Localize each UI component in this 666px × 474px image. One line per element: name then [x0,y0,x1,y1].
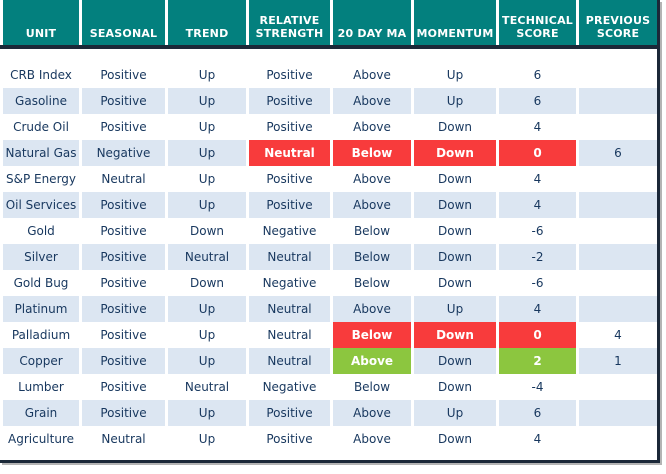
cell-seasonal: Neutral [82,166,165,192]
cell-momentum: Down [414,244,496,270]
cell-technical: 4 [499,296,576,322]
cell-seasonal: Positive [82,244,165,270]
cell-technical: -6 [499,270,576,296]
column-header-previous: PREVIOUS SCORE [579,0,657,45]
cell-trend: Up [168,296,246,322]
table-row [0,322,657,348]
cell-unit: Palladium [3,322,79,348]
cell-ma: Below [333,374,411,400]
cell-unit: Crude Oil [3,114,79,140]
table-row [0,140,657,166]
cell-previous: 4 [579,322,657,348]
cell-technical: 6 [499,88,576,114]
cell-previous [579,192,657,218]
cell-previous [579,400,657,426]
cell-momentum: Down [414,270,496,296]
cell-ma: Above [333,62,411,88]
cell-previous: 6 [579,140,657,166]
cell-momentum: Down [414,166,496,192]
cell-ma: Above [333,114,411,140]
cell-seasonal: Positive [82,218,165,244]
cell-previous [579,114,657,140]
cell-unit: S&P Energy [3,166,79,192]
cell-unit: Lumber [3,374,79,400]
table-row [0,400,657,426]
cell-relative_strength: Positive [249,62,330,88]
cell-previous [579,426,657,452]
cell-seasonal: Positive [82,88,165,114]
table-row [0,426,657,452]
cell-momentum: Down [414,426,496,452]
footer-band [0,452,657,460]
cell-previous [579,88,657,114]
cell-unit: Oil Services [3,192,79,218]
cell-momentum: Up [414,296,496,322]
cell-momentum: Down [414,218,496,244]
cell-trend: Neutral [168,374,246,400]
cell-seasonal: Negative [82,140,165,166]
cell-technical: 4 [499,114,576,140]
cell-previous [579,296,657,322]
cell-momentum: Up [414,62,496,88]
cell-unit: Gasoline [3,88,79,114]
cell-trend: Up [168,348,246,374]
cell-momentum: Up [414,88,496,114]
cell-technical: 4 [499,426,576,452]
cell-technical: 0 [499,322,576,348]
spacer-row [0,49,657,62]
cell-ma: Below [333,218,411,244]
cell-unit: Natural Gas [3,140,79,166]
table-row [0,244,657,270]
cell-trend: Neutral [168,244,246,270]
cell-previous [579,166,657,192]
cell-seasonal: Positive [82,374,165,400]
cell-trend: Up [168,322,246,348]
cell-previous: 1 [579,348,657,374]
cell-ma: Above [333,88,411,114]
cell-trend: Up [168,62,246,88]
table-row [0,270,657,296]
cell-trend: Down [168,218,246,244]
cell-relative_strength: Positive [249,114,330,140]
cell-seasonal: Positive [82,114,165,140]
cell-previous [579,244,657,270]
cell-technical: 2 [499,348,576,374]
column-header-relative_strength: RELATIVE STRENGTH [249,0,330,45]
table-row [0,62,657,88]
cell-relative_strength: Positive [249,192,330,218]
cell-previous [579,270,657,296]
column-header-technical: TECHNICAL SCORE [499,0,576,45]
cell-ma: Below [333,140,411,166]
cell-unit: Copper [3,348,79,374]
cell-unit: Grain [3,400,79,426]
table-row [0,374,657,400]
column-header-momentum: MOMENTUM [414,0,496,45]
cell-relative_strength: Neutral [249,140,330,166]
table-row [0,348,657,374]
cell-trend: Up [168,400,246,426]
cell-ma: Above [333,426,411,452]
cell-seasonal: Positive [82,348,165,374]
cell-relative_strength: Positive [249,166,330,192]
cell-momentum: Down [414,322,496,348]
cell-technical: 6 [499,62,576,88]
cell-relative_strength: Negative [249,270,330,296]
cell-technical: 6 [499,400,576,426]
cell-relative_strength: Negative [249,374,330,400]
cell-trend: Up [168,88,246,114]
cell-relative_strength: Negative [249,218,330,244]
cell-seasonal: Positive [82,62,165,88]
cell-ma: Below [333,270,411,296]
cell-unit: Silver [3,244,79,270]
column-header-unit: UNIT [3,0,79,45]
cell-ma: Above [333,348,411,374]
cell-technical: 4 [499,192,576,218]
cell-ma: Above [333,296,411,322]
cell-previous [579,374,657,400]
cell-unit: Agriculture [3,426,79,452]
cell-seasonal: Positive [82,322,165,348]
cell-technical: -4 [499,374,576,400]
cell-trend: Up [168,426,246,452]
cell-unit: Platinum [3,296,79,322]
cell-technical: -6 [499,218,576,244]
cell-momentum: Down [414,114,496,140]
cell-technical: -2 [499,244,576,270]
cell-relative_strength: Neutral [249,322,330,348]
table-row [0,192,657,218]
cell-ma: Below [333,244,411,270]
table-row [0,114,657,140]
cell-momentum: Down [414,192,496,218]
cell-momentum: Down [414,348,496,374]
cell-technical: 0 [499,140,576,166]
cell-seasonal: Positive [82,270,165,296]
column-header-trend: TREND [168,0,246,45]
cell-ma: Above [333,166,411,192]
column-header-seasonal: SEASONAL [82,0,165,45]
cell-previous [579,62,657,88]
cell-ma: Above [333,400,411,426]
cell-trend: Up [168,192,246,218]
cell-trend: Up [168,140,246,166]
column-header-ma: 20 DAY MA [333,0,411,45]
cell-technical: 4 [499,166,576,192]
cell-trend: Down [168,270,246,296]
cell-relative_strength: Neutral [249,348,330,374]
cell-ma: Below [333,322,411,348]
cell-seasonal: Positive [82,192,165,218]
cell-momentum: Down [414,140,496,166]
cell-seasonal: Positive [82,296,165,322]
cell-trend: Up [168,114,246,140]
cell-seasonal: Positive [82,400,165,426]
cell-relative_strength: Positive [249,426,330,452]
cell-ma: Above [333,192,411,218]
cell-trend: Up [168,166,246,192]
cell-relative_strength: Positive [249,400,330,426]
cell-unit: Gold [3,218,79,244]
table-row [0,218,657,244]
cell-relative_strength: Neutral [249,244,330,270]
cell-unit: Gold Bug [3,270,79,296]
table-row [0,166,657,192]
cell-momentum: Down [414,374,496,400]
table-row [0,88,657,114]
cell-relative_strength: Positive [249,88,330,114]
cell-momentum: Up [414,400,496,426]
table-body [0,62,657,452]
cell-previous [579,218,657,244]
cell-seasonal: Neutral [82,426,165,452]
table-row [0,296,657,322]
table-header-row [0,0,657,45]
cell-relative_strength: Neutral [249,296,330,322]
cell-unit: CRB Index [3,62,79,88]
